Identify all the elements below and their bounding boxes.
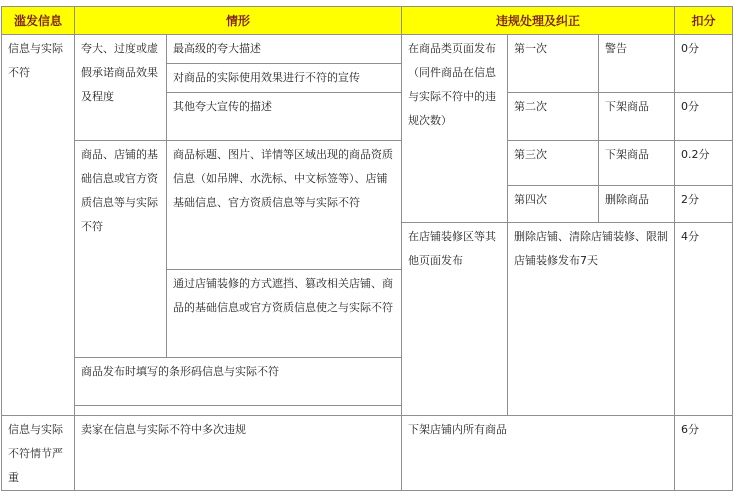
times-first-cell: 第一次: [508, 35, 599, 93]
header-row: [2, 7, 733, 35]
violation-rules-table: [1, 6, 733, 491]
situation-effect-cell: 对商品的实际使用效果进行不符的宣传: [167, 64, 402, 93]
header-deduction: 扣分: [675, 7, 733, 35]
situation-decoration-cover-cell: 通过店铺装修的方式遮挡、篡改相关店铺、商品的基础信息或官方资质信息使之与实际不符: [167, 270, 402, 358]
points-second-cell: 0分: [675, 93, 733, 141]
points-third-cell: 0.2分: [675, 141, 733, 186]
times-third-cell: 第三次: [508, 141, 599, 186]
type-mismatch-cell: 信息与实际不符: [2, 35, 75, 416]
action-second-cell: 下架商品: [599, 93, 675, 141]
situation-qualification-cell: 商品标题、图片、详情等区域出现的商品资质信息（如吊牌、水洗标、中文标签等）、店铺基础信息、官方资质信息等与实际不符: [167, 141, 402, 270]
handling-product-page-cell: 在商品类页面发布（同件商品在信息与实际不符中的违规次数）: [402, 35, 508, 223]
category-exaggeration-cell: 夸大、过度或虚假承诺商品效果及程度: [75, 35, 167, 141]
header-handling: 违规处理及纠正: [402, 7, 675, 35]
situation-other-exaggeration-cell: 其他夸大宣传的描述: [167, 93, 402, 141]
points-serious-cell: 6分: [675, 416, 733, 491]
handling-store-decoration-cell: 在店铺装修区等其他页面发布: [402, 223, 508, 416]
points-first-cell: 0分: [675, 35, 733, 93]
action-first-cell: 警告: [599, 35, 675, 93]
type-serious-cell: 信息与实际不符情节严重: [2, 416, 75, 491]
situation-superlative-cell: 最高级的夸大描述: [167, 35, 402, 64]
situation-repeated-cell: 卖家在信息与实际不符中多次违规: [75, 416, 402, 491]
points-fourth-cell: 2分: [675, 186, 733, 223]
category-basic-info-cell: 商品、店铺的基础信息或官方资质信息等与实际不符: [75, 141, 167, 358]
times-second-cell: 第二次: [508, 93, 599, 141]
action-third-cell: 下架商品: [599, 141, 675, 186]
header-situation: 情形: [75, 7, 402, 35]
header-type: 滥发信息: [2, 7, 75, 35]
action-fourth-cell: 删除商品: [599, 186, 675, 223]
action-delete-store-cell: 删除店铺、清除店铺装修、限制店铺装修发布7天: [508, 223, 675, 416]
situation-barcode-cell: 商品发布时填写的条形码信息与实际不符: [75, 358, 402, 406]
points-store-decoration-cell: 4分: [675, 223, 733, 416]
handling-delist-all-cell: 下架店铺内所有商品: [402, 416, 675, 491]
times-fourth-cell: 第四次: [508, 186, 599, 223]
